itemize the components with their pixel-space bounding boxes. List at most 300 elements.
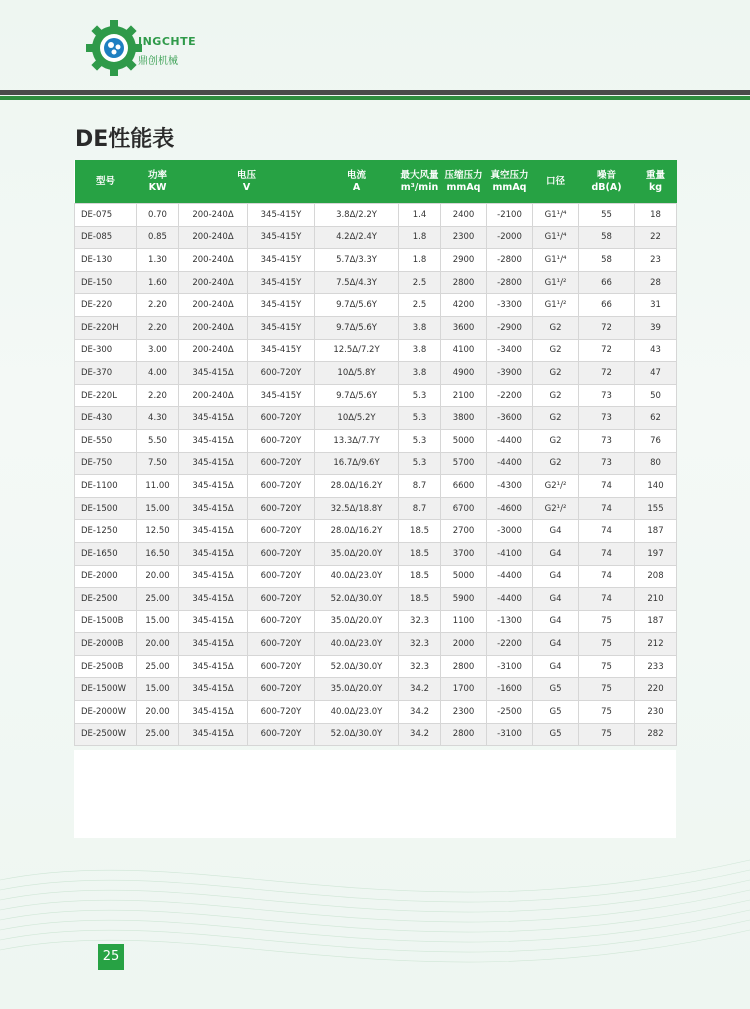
table-cell: 600-720Y (248, 542, 315, 565)
table-cell: 40.0Δ/23.0Y (315, 701, 399, 724)
table-row (75, 520, 677, 543)
table-cell: 345-415Δ (179, 655, 248, 678)
table-cell: 345-415Δ (179, 633, 248, 656)
table-cell: 345-415Y (248, 339, 315, 362)
table-cell: 4.2Δ/2.4Y (315, 226, 399, 249)
table-cell: G1¹/⁴ (533, 226, 579, 249)
table-cell: 43 (635, 339, 677, 362)
table-cell: -4400 (487, 429, 533, 452)
table-row (75, 633, 677, 656)
table-cell: 3700 (441, 542, 487, 565)
table-cell: 187 (635, 520, 677, 543)
table-cell: 345-415Δ (179, 497, 248, 520)
column-header (137, 160, 179, 204)
table-cell: 1100 (441, 610, 487, 633)
table-cell: 233 (635, 655, 677, 678)
table-cell: 2000 (441, 633, 487, 656)
table-cell: -3300 (487, 294, 533, 317)
table-cell: 5.3 (399, 429, 441, 452)
table-cell: 18.5 (399, 588, 441, 611)
table-cell: 34.2 (399, 678, 441, 701)
column-header (179, 160, 315, 204)
table-row (75, 362, 677, 385)
table-cell: 31 (635, 294, 677, 317)
table-cell: DE-220 (75, 294, 137, 317)
table-cell: 20.00 (137, 701, 179, 724)
table-cell: 600-720Y (248, 565, 315, 588)
table-cell: 3800 (441, 407, 487, 430)
table-cell: 28.0Δ/16.2Y (315, 475, 399, 498)
table-cell: 600-720Y (248, 475, 315, 498)
table-cell: 32.3 (399, 633, 441, 656)
table-cell: 2400 (441, 204, 487, 227)
table-cell: 66 (579, 294, 635, 317)
table-row (75, 542, 677, 565)
table-cell: 2.5 (399, 271, 441, 294)
table-cell: 15.00 (137, 497, 179, 520)
table-cell: 18 (635, 204, 677, 227)
table-row (75, 271, 677, 294)
table-cell: 10Δ/5.2Y (315, 407, 399, 430)
table-cell: 210 (635, 588, 677, 611)
table-cell: 345-415Δ (179, 542, 248, 565)
table-cell: 12.50 (137, 520, 179, 543)
column-header-label: 噪音 (597, 169, 617, 181)
table-cell: 18.5 (399, 565, 441, 588)
table-cell: 6600 (441, 475, 487, 498)
table-cell: 75 (579, 723, 635, 746)
table-cell: 212 (635, 633, 677, 656)
table-cell: 28 (635, 271, 677, 294)
table-cell: 600-720Y (248, 429, 315, 452)
table-cell: 15.00 (137, 610, 179, 633)
column-header-label: 重量 (646, 169, 666, 181)
page-title: DE性能表 (75, 127, 175, 152)
table-cell: G2 (533, 339, 579, 362)
table-cell: DE-300 (75, 339, 137, 362)
table-cell: 39 (635, 316, 677, 339)
table-cell: 22 (635, 226, 677, 249)
table-row (75, 588, 677, 611)
table-cell: 200-240Δ (179, 384, 248, 407)
brand-name-cn: 鼎创机械 (138, 56, 178, 67)
column-header (487, 160, 533, 204)
table-cell: 345-415Y (248, 271, 315, 294)
table-cell: G4 (533, 655, 579, 678)
table-cell: 4100 (441, 339, 487, 362)
table-cell: 345-415Δ (179, 362, 248, 385)
table-cell: 600-720Y (248, 520, 315, 543)
table-cell: -2500 (487, 701, 533, 724)
table-cell: 74 (579, 542, 635, 565)
table-cell: G4 (533, 588, 579, 611)
table-cell: 74 (579, 565, 635, 588)
table-cell: G5 (533, 701, 579, 724)
table-cell: 5900 (441, 588, 487, 611)
table-cell: 345-415Δ (179, 407, 248, 430)
performance-table (74, 160, 676, 746)
table-cell: DE-2500B (75, 655, 137, 678)
table-cell: DE-750 (75, 452, 137, 475)
table-cell: 66 (579, 271, 635, 294)
table-cell: 600-720Y (248, 610, 315, 633)
table-cell: 5.3 (399, 452, 441, 475)
column-header-label: 口径 (546, 175, 566, 187)
table-cell: -3900 (487, 362, 533, 385)
table-row (75, 497, 677, 520)
table-cell: 1700 (441, 678, 487, 701)
table-cell: 16.50 (137, 542, 179, 565)
table-cell: G5 (533, 723, 579, 746)
table-cell: 5000 (441, 565, 487, 588)
table-cell: 35.0Δ/20.0Y (315, 610, 399, 633)
table-cell: 4200 (441, 294, 487, 317)
table-cell: 600-720Y (248, 362, 315, 385)
table-cell: 230 (635, 701, 677, 724)
table-cell: 0.70 (137, 204, 179, 227)
table-cell: 7.50 (137, 452, 179, 475)
table-cell: 2.20 (137, 316, 179, 339)
table-cell: G2 (533, 452, 579, 475)
table-cell: 75 (579, 610, 635, 633)
table-cell: DE-150 (75, 271, 137, 294)
table-cell: 3.00 (137, 339, 179, 362)
table-cell: 34.2 (399, 723, 441, 746)
table-cell: 220 (635, 678, 677, 701)
table-cell: 4900 (441, 362, 487, 385)
column-header (635, 160, 677, 204)
column-header-unit: KW (148, 181, 167, 193)
table-cell: 4.00 (137, 362, 179, 385)
table-cell: 600-720Y (248, 633, 315, 656)
table-cell: -4300 (487, 475, 533, 498)
table-cell: DE-370 (75, 362, 137, 385)
table-cell: 75 (579, 678, 635, 701)
table-cell: 18.5 (399, 520, 441, 543)
table-cell: 72 (579, 339, 635, 362)
table-cell: 12.5Δ/7.2Y (315, 339, 399, 362)
table-cell: DE-2500W (75, 723, 137, 746)
table-cell: 3.8 (399, 316, 441, 339)
table-cell: 2.20 (137, 384, 179, 407)
table-cell: G2 (533, 407, 579, 430)
table-cell: 345-415Y (248, 384, 315, 407)
table-cell: DE-1500W (75, 678, 137, 701)
page-number: 25 (98, 944, 124, 970)
table-cell: G4 (533, 633, 579, 656)
table-cell: 2800 (441, 723, 487, 746)
table-cell: -2000 (487, 226, 533, 249)
table-cell: 73 (579, 384, 635, 407)
table-cell: 345-415Δ (179, 520, 248, 543)
column-header (533, 160, 579, 204)
column-header-label: 压缩压力 (444, 169, 483, 181)
table-cell: 73 (579, 452, 635, 475)
table-cell: 140 (635, 475, 677, 498)
table-cell: 2.20 (137, 294, 179, 317)
column-header-unit: dB(A) (591, 181, 622, 193)
table-row (75, 249, 677, 272)
table-cell: 28.0Δ/16.2Y (315, 520, 399, 543)
table-cell: 5.50 (137, 429, 179, 452)
table-cell: 74 (579, 588, 635, 611)
table-cell: 345-415Y (248, 204, 315, 227)
table-cell: 76 (635, 429, 677, 452)
table-cell: 32.5Δ/18.8Y (315, 497, 399, 520)
table-cell: -1600 (487, 678, 533, 701)
table-row (75, 407, 677, 430)
table-cell: -2100 (487, 204, 533, 227)
column-header-unit: kg (648, 181, 663, 193)
table-cell: 5700 (441, 452, 487, 475)
table-cell: G4 (533, 565, 579, 588)
page-header (0, 0, 750, 100)
table-cell: 3600 (441, 316, 487, 339)
table-cell: -3600 (487, 407, 533, 430)
table-cell: 345-415Δ (179, 565, 248, 588)
column-header-label: 最大风量 (400, 169, 439, 181)
table-cell: 9.7Δ/5.6Y (315, 294, 399, 317)
table-cell: -2200 (487, 384, 533, 407)
table-cell: 7.5Δ/4.3Y (315, 271, 399, 294)
table-row (75, 565, 677, 588)
table-cell: G1¹/⁴ (533, 249, 579, 272)
table-cell: 75 (579, 655, 635, 678)
table-body (75, 204, 677, 746)
table-cell: 15.00 (137, 678, 179, 701)
table-cell: DE-1650 (75, 542, 137, 565)
column-header (75, 160, 137, 204)
gear-logo-icon (84, 18, 244, 78)
table-cell: 18.5 (399, 542, 441, 565)
table-cell: DE-085 (75, 226, 137, 249)
table-cell: 1.60 (137, 271, 179, 294)
table-cell: -3000 (487, 520, 533, 543)
column-header (579, 160, 635, 204)
table-cell: DE-2000B (75, 633, 137, 656)
table-cell: 5.3 (399, 407, 441, 430)
table-cell: 2800 (441, 271, 487, 294)
table-cell: 2900 (441, 249, 487, 272)
table-cell: 74 (579, 520, 635, 543)
column-header-label: 功率 (147, 169, 167, 181)
brand-name: INGCHTE (138, 35, 197, 48)
table-cell: 345-415Y (248, 249, 315, 272)
table-cell: -1300 (487, 610, 533, 633)
table-row (75, 384, 677, 407)
column-header-unit: A (352, 181, 361, 193)
table-cell: 58 (579, 249, 635, 272)
table-cell: 345-415Δ (179, 610, 248, 633)
header-accent-divider (0, 96, 750, 100)
table-cell: 72 (579, 316, 635, 339)
table-cell: DE-2000 (75, 565, 137, 588)
table-cell: 208 (635, 565, 677, 588)
table-cell: 5000 (441, 429, 487, 452)
table-row (75, 610, 677, 633)
table-cell: G5 (533, 678, 579, 701)
table-cell: 345-415Y (248, 226, 315, 249)
table-cell: 25.00 (137, 655, 179, 678)
column-header-unit: mmAq (446, 181, 481, 193)
table-cell: 13.3Δ/7.7Y (315, 429, 399, 452)
table-row (75, 655, 677, 678)
table-cell: 3.8 (399, 339, 441, 362)
table-cell: 600-720Y (248, 497, 315, 520)
table-cell: DE-1500 (75, 497, 137, 520)
column-header-unit: m³/min (400, 181, 439, 193)
table-cell: G2¹/² (533, 497, 579, 520)
table-cell: 345-415Δ (179, 475, 248, 498)
table-cell: 200-240Δ (179, 226, 248, 249)
table-row (75, 452, 677, 475)
table-cell: DE-220L (75, 384, 137, 407)
table-cell: G4 (533, 610, 579, 633)
table-cell: 2700 (441, 520, 487, 543)
table-cell: 40.0Δ/23.0Y (315, 565, 399, 588)
table-cell: -2800 (487, 271, 533, 294)
table-cell: 2100 (441, 384, 487, 407)
table-cell: 9.7Δ/5.6Y (315, 384, 399, 407)
table-cell: 73 (579, 407, 635, 430)
table-cell: 9.7Δ/5.6Y (315, 316, 399, 339)
table-cell: 5.7Δ/3.3Y (315, 249, 399, 272)
table-cell: 58 (579, 226, 635, 249)
table-cell: DE-075 (75, 204, 137, 227)
table-cell: 47 (635, 362, 677, 385)
table-cell: 155 (635, 497, 677, 520)
table-row (75, 475, 677, 498)
table-cell: G1¹/⁴ (533, 204, 579, 227)
table-cell: 35.0Δ/20.0Y (315, 542, 399, 565)
table-cell: DE-550 (75, 429, 137, 452)
table-cell: 52.0Δ/30.0Y (315, 723, 399, 746)
table-cell: DE-430 (75, 407, 137, 430)
table-cell: 600-720Y (248, 701, 315, 724)
table-cell: DE-130 (75, 249, 137, 272)
table-row (75, 226, 677, 249)
table-cell: 75 (579, 701, 635, 724)
column-header (315, 160, 399, 204)
table-cell: 0.85 (137, 226, 179, 249)
table-cell: 345-415Δ (179, 588, 248, 611)
table-cell: 40.0Δ/23.0Y (315, 633, 399, 656)
table-cell: 34.2 (399, 701, 441, 724)
table-cell: 345-415Y (248, 294, 315, 317)
table-cell: -4400 (487, 588, 533, 611)
table-cell: 8.7 (399, 497, 441, 520)
column-header-label: 真空压力 (490, 169, 529, 181)
table-cell: 200-240Δ (179, 249, 248, 272)
table-cell: -2800 (487, 249, 533, 272)
column-header-unit: V (242, 181, 251, 193)
table-cell: G2 (533, 384, 579, 407)
table-cell: 600-720Y (248, 678, 315, 701)
table-cell: DE-2000W (75, 701, 137, 724)
table-cell: G2 (533, 316, 579, 339)
table-cell: 1.8 (399, 249, 441, 272)
table-cell: 200-240Δ (179, 339, 248, 362)
column-header-unit: mmAq (492, 181, 527, 193)
table-cell: -2900 (487, 316, 533, 339)
table-cell: 62 (635, 407, 677, 430)
table-row (75, 294, 677, 317)
table-header-row (75, 160, 677, 204)
table-cell: 600-720Y (248, 452, 315, 475)
table-cell: 4.30 (137, 407, 179, 430)
table-cell: 200-240Δ (179, 271, 248, 294)
table-cell: G1¹/² (533, 271, 579, 294)
table-row (75, 204, 677, 227)
table-row (75, 429, 677, 452)
table-cell: -2200 (487, 633, 533, 656)
table-cell: 20.00 (137, 565, 179, 588)
table-cell: 20.00 (137, 633, 179, 656)
table-cell: 200-240Δ (179, 316, 248, 339)
table-cell: 6700 (441, 497, 487, 520)
wave-decoration (0, 820, 750, 1009)
table-cell: 2.5 (399, 294, 441, 317)
table-cell: DE-1500B (75, 610, 137, 633)
table-cell: 8.7 (399, 475, 441, 498)
table-row (75, 678, 677, 701)
table-cell: 32.3 (399, 655, 441, 678)
table-cell: G2 (533, 362, 579, 385)
table-cell: 35.0Δ/20.0Y (315, 678, 399, 701)
table-cell: 600-720Y (248, 588, 315, 611)
table-cell: 2800 (441, 655, 487, 678)
column-header (399, 160, 441, 204)
table-cell: 1.30 (137, 249, 179, 272)
table-cell: 3.8 (399, 362, 441, 385)
table-cell: -4400 (487, 565, 533, 588)
column-header-label: 电流 (347, 169, 367, 181)
table-row (75, 316, 677, 339)
table-cell: 52.0Δ/30.0Y (315, 588, 399, 611)
table-cell: 25.00 (137, 723, 179, 746)
table-cell: 345-415Δ (179, 723, 248, 746)
table-cell: 1.8 (399, 226, 441, 249)
column-header (441, 160, 487, 204)
table-cell: DE-1100 (75, 475, 137, 498)
table-cell: 10Δ/5.8Y (315, 362, 399, 385)
table-cell: 2300 (441, 226, 487, 249)
table-cell: DE-1250 (75, 520, 137, 543)
table-cell: 74 (579, 497, 635, 520)
table-cell: 187 (635, 610, 677, 633)
table-cell: 600-720Y (248, 655, 315, 678)
table-cell: 345-415Δ (179, 701, 248, 724)
column-header-label: 电压 (237, 169, 257, 181)
table-cell: 600-720Y (248, 723, 315, 746)
table-row (75, 339, 677, 362)
table-cell: -3400 (487, 339, 533, 362)
table-cell: G2 (533, 429, 579, 452)
table-cell: 5.3 (399, 384, 441, 407)
table-cell: G1¹/² (533, 294, 579, 317)
table-cell: 75 (579, 633, 635, 656)
table-cell: 345-415Δ (179, 678, 248, 701)
table-cell: 282 (635, 723, 677, 746)
table-cell: 200-240Δ (179, 204, 248, 227)
table-cell: -3100 (487, 723, 533, 746)
table-cell: DE-2500 (75, 588, 137, 611)
table-cell: 3.8Δ/2.2Y (315, 204, 399, 227)
table-cell: 80 (635, 452, 677, 475)
table-cell: 345-415Y (248, 316, 315, 339)
table-cell: 32.3 (399, 610, 441, 633)
table-cell: 16.7Δ/9.6Y (315, 452, 399, 475)
